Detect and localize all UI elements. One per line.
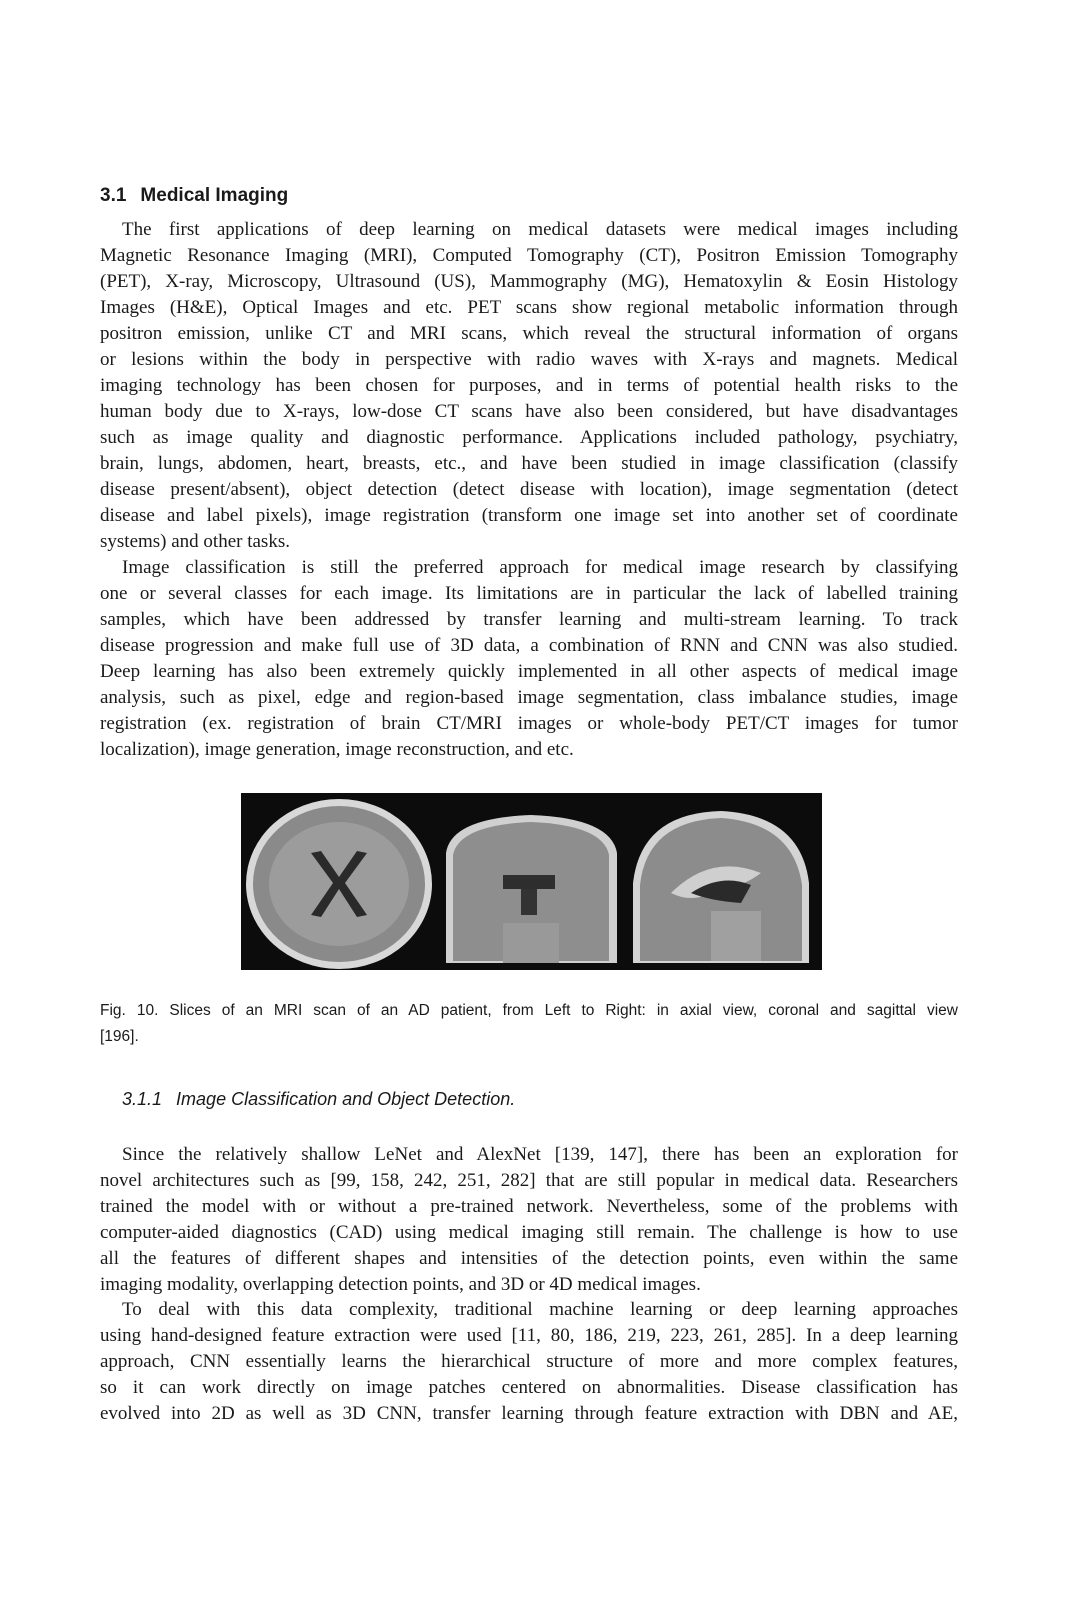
subsection-heading	[122, 1089, 515, 1110]
text-line: To deal with this data complexity, traditional machine learning or deep learning approaches	[122, 1299, 958, 1320]
text-line: disease progression and make full use of 3D data, a combination of RNN and CNN was also studied.	[100, 635, 958, 656]
figure-caption-line: [196].	[100, 1028, 139, 1045]
text-line: imaging technology has been chosen for purposes, and in terms of potential health risks to the	[100, 375, 958, 396]
text-line: evolved into 2D as well as 3D CNN, transfer learning through feature extraction with DBN and AE,	[100, 1403, 958, 1424]
text-line: such as image quality and diagnostic performance. Applications included pathology, psychiatry,	[100, 427, 958, 448]
figure-caption-line: Fig. 10. Slices of an MRI scan of an AD patient, from Left to Right: in axial view, coronal and sagittal view	[100, 1002, 958, 1019]
text-line: computer-aided diagnostics (CAD) using medical imaging still remain. The challenge is how to use	[100, 1222, 958, 1243]
text-line: Image classification is still the preferred approach for medical image research by classifying	[122, 557, 958, 578]
text-line: systems) and other tasks.	[100, 531, 290, 552]
text-line: Magnetic Resonance Imaging (MRI), Computed Tomography (CT), Positron Emission Tomography	[100, 245, 958, 266]
text-line: samples, which have been addressed by transfer learning and multi-stream learning. To track	[100, 609, 958, 630]
text-line: (PET), X-ray, Microscopy, Ultrasound (US), Mammography (MG), Hematoxylin & Eosin Histology	[100, 271, 958, 292]
text-line: using hand-designed feature extraction were used [11, 80, 186, 219, 223, 261, 285]. In a deep learning	[100, 1325, 958, 1346]
text-line: positron emission, unlike CT and MRI scans, which reveal the structural information of organs	[100, 323, 958, 344]
text-line: Since the relatively shallow LeNet and AlexNet [139, 147], there has been an exploration for	[122, 1144, 958, 1165]
text-line: Images (H&E), Optical Images and etc. PET scans show regional metabolic information through	[100, 297, 958, 318]
text-line: localization), image generation, image reconstruction, and etc.	[100, 739, 574, 760]
subsection-title: Image Classification and Object Detection.	[176, 1089, 516, 1109]
text-line: one or several classes for each image. Its limitations are in particular the lack of labelled training	[100, 583, 958, 604]
text-line: The first applications of deep learning on medical datasets were medical images including	[122, 219, 958, 240]
text-line: disease present/absent), object detection (detect disease with location), image segmentation (detect	[100, 479, 958, 500]
paragraph-4	[100, 1297, 958, 1427]
text-line: trained the model with or without a pre-trained network. Nevertheless, some of the problems with	[100, 1196, 958, 1217]
text-line: disease and label pixels), image registration (transform one image set into another set of coordinate	[100, 505, 958, 526]
paragraph-1	[100, 217, 958, 555]
text-line: registration (ex. registration of brain CT/MRI images or whole-body PET/CT images for tumor	[100, 713, 958, 734]
sagittal-slice	[633, 811, 809, 963]
section-title: Medical Imaging	[140, 185, 289, 206]
text-line: analysis, such as pixel, edge and region-based image segmentation, class imbalance studies, image	[100, 687, 958, 708]
paragraph-3	[100, 1142, 958, 1298]
text-line: novel architectures such as [99, 158, 242, 251, 282] that are still popular in medical data. Researchers	[100, 1170, 958, 1191]
text-line: brain, lungs, abdomen, heart, breasts, etc., and have been studied in image classification (classify	[100, 453, 958, 474]
axial-slice	[246, 799, 432, 969]
coronal-slice	[446, 815, 617, 963]
text-line: or lesions within the body in perspective with radio waves with X-rays and magnets. Medical	[100, 349, 958, 370]
text-line: human body due to X-rays, low-dose CT scans have also been considered, but have disadvantages	[100, 401, 958, 422]
paragraph-2	[100, 555, 958, 763]
figure-caption	[100, 998, 958, 1050]
section-number: 3.1	[100, 185, 127, 206]
text-line: so it can work directly on image patches centered on abnormalities. Disease classification has	[100, 1377, 958, 1398]
text-line: imaging modality, overlapping detection points, and 3D or 4D medical images.	[100, 1274, 701, 1295]
text-line: all the features of different shapes and intensities of the detection points, even within the same	[100, 1248, 958, 1269]
mri-figure	[241, 793, 822, 970]
text-line: Deep learning has also been extremely quickly implemented in all other aspects of medical image	[100, 661, 958, 682]
text-line: approach, CNN essentially learns the hierarchical structure of more and more complex features,	[100, 1351, 958, 1372]
subsection-number: 3.1.1	[122, 1089, 163, 1109]
section-heading	[100, 185, 288, 207]
